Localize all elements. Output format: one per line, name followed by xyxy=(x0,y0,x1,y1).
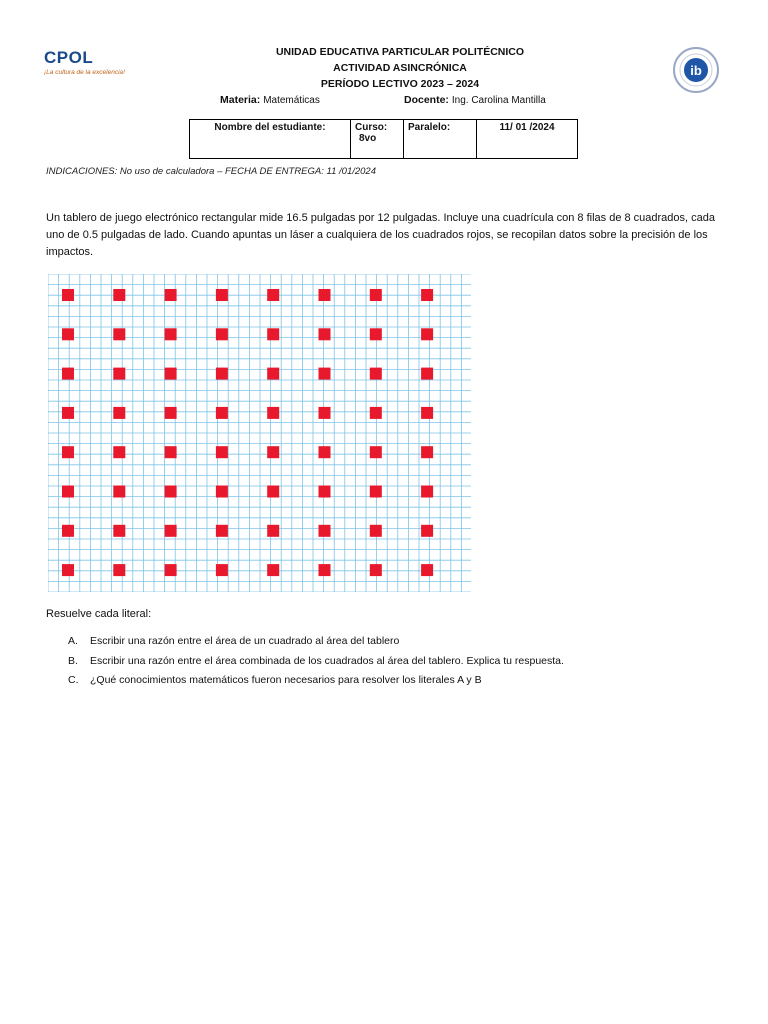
ib-logo-text: ib xyxy=(690,63,702,78)
ib-seal-icon xyxy=(672,46,720,94)
red-target-square[interactable] xyxy=(370,368,382,380)
parallel-label: Paralelo: xyxy=(408,122,451,133)
activity-title: ACTIVIDAD ASINCRÓNICA xyxy=(333,62,467,74)
red-target-square[interactable] xyxy=(113,328,125,340)
item-letter: B. xyxy=(68,654,78,667)
red-target-square[interactable] xyxy=(216,289,228,301)
date-cell xyxy=(477,120,578,159)
ib-logo xyxy=(672,46,720,94)
red-target-square[interactable] xyxy=(62,328,74,340)
item-letter: A. xyxy=(68,635,78,647)
list-item xyxy=(46,632,564,652)
red-target-square[interactable] xyxy=(267,407,279,419)
red-target-square[interactable] xyxy=(319,289,331,301)
item-letter: C. xyxy=(68,674,79,686)
red-target-square[interactable] xyxy=(165,525,177,537)
materia-value: Matemáticas xyxy=(263,95,320,106)
red-target-square[interactable] xyxy=(62,289,74,301)
red-target-square[interactable] xyxy=(421,564,433,576)
red-target-square[interactable] xyxy=(267,525,279,537)
red-target-square[interactable] xyxy=(113,446,125,458)
red-target-square[interactable] xyxy=(421,289,433,301)
docente xyxy=(404,94,546,106)
red-target-square[interactable] xyxy=(165,328,177,340)
red-target-square[interactable] xyxy=(216,446,228,458)
red-target-square[interactable] xyxy=(421,486,433,498)
red-target-square[interactable] xyxy=(267,289,279,301)
school-logo-text: CPOL xyxy=(44,48,94,67)
red-target-square[interactable] xyxy=(421,407,433,419)
red-target-square[interactable] xyxy=(113,368,125,380)
school-name: UNIDAD EDUCATIVA PARTICULAR POLITÉCNICO xyxy=(275,46,525,58)
game-board xyxy=(48,274,471,592)
instructions: INDICACIONES: No uso de calculadora – FECHA DE ENTREGA: 11 /01/2024 xyxy=(46,166,376,177)
materia-label: Materia: xyxy=(220,94,261,106)
red-target-square[interactable] xyxy=(319,525,331,537)
red-target-square[interactable] xyxy=(216,564,228,576)
red-target-square[interactable] xyxy=(421,525,433,537)
solve-instruction: Resuelve cada literal: xyxy=(46,608,152,620)
red-target-square[interactable] xyxy=(319,564,331,576)
red-target-square[interactable] xyxy=(216,328,228,340)
course-value: 8vo xyxy=(359,133,377,144)
red-target-square[interactable] xyxy=(370,289,382,301)
red-target-square[interactable] xyxy=(370,446,382,458)
list-item xyxy=(46,652,564,672)
red-target-square[interactable] xyxy=(113,564,125,576)
docente-label: Docente: xyxy=(404,94,449,106)
item-text: Escribir una razón entre el área combinada de los cuadrados al área del tablero. Explica tu respuesta. xyxy=(90,654,564,667)
board-grid-lines xyxy=(48,274,471,592)
red-target-square[interactable] xyxy=(113,289,125,301)
red-target-square[interactable] xyxy=(165,407,177,419)
red-target-square[interactable] xyxy=(267,446,279,458)
red-target-square[interactable] xyxy=(370,525,382,537)
docente-value: Ing. Carolina Mantilla xyxy=(451,95,546,106)
item-text: ¿Qué conocimientos matemáticos fueron necesarios para resolver los literales A y B xyxy=(90,674,482,686)
red-target-square[interactable] xyxy=(62,486,74,498)
red-target-square[interactable] xyxy=(216,525,228,537)
course-cell xyxy=(351,120,404,159)
course-label: Curso: xyxy=(355,122,388,133)
red-target-square[interactable] xyxy=(216,486,228,498)
red-target-square[interactable] xyxy=(113,486,125,498)
red-target-square[interactable] xyxy=(267,328,279,340)
red-target-square[interactable] xyxy=(370,486,382,498)
red-target-square[interactable] xyxy=(319,446,331,458)
parallel-cell[interactable] xyxy=(404,120,477,159)
problem-statement: Un tablero de juego electrónico rectangular mide 16.5 pulgadas por 12 pulgadas. Incluye una cuadrícula con 8 filas de 8 cuadrados, cada uno de 0.5 pulgadas de lado. Cuando apuntas un láser a cualquiera de los cuadrados rojos, se recopilan datos sobre la precisión de los impactos. xyxy=(46,212,715,258)
student-name-label: Nombre del estudiante: xyxy=(214,122,326,133)
red-target-square[interactable] xyxy=(319,368,331,380)
date-value: 11/ 01 /2024 xyxy=(499,122,555,133)
red-target-square[interactable] xyxy=(267,486,279,498)
school-logo xyxy=(44,48,125,84)
red-target-square[interactable] xyxy=(370,407,382,419)
question-list xyxy=(46,632,564,691)
red-target-square[interactable] xyxy=(62,446,74,458)
red-target-square[interactable] xyxy=(267,368,279,380)
red-target-square[interactable] xyxy=(113,525,125,537)
red-target-square[interactable] xyxy=(216,368,228,380)
red-target-square[interactable] xyxy=(62,407,74,419)
red-target-square[interactable] xyxy=(165,564,177,576)
red-target-square[interactable] xyxy=(113,407,125,419)
school-period: PERÍODO LECTIVO 2023 – 2024 xyxy=(320,78,480,90)
item-text: Escribir una razón entre el área de un cuadrado al área del tablero xyxy=(90,635,400,647)
red-target-square[interactable] xyxy=(370,564,382,576)
red-target-square[interactable] xyxy=(165,486,177,498)
red-target-square[interactable] xyxy=(62,564,74,576)
red-target-square[interactable] xyxy=(165,446,177,458)
red-target-square[interactable] xyxy=(370,328,382,340)
board-red-squares xyxy=(62,289,433,576)
student-name-cell[interactable] xyxy=(190,120,351,159)
red-target-square[interactable] xyxy=(216,407,228,419)
red-target-square[interactable] xyxy=(421,368,433,380)
student-info-table xyxy=(189,119,578,159)
red-target-square[interactable] xyxy=(165,289,177,301)
red-target-square[interactable] xyxy=(62,368,74,380)
red-target-square[interactable] xyxy=(421,328,433,340)
red-target-square[interactable] xyxy=(267,564,279,576)
school-logo-tagline: ¡La cultura de la excelencia! xyxy=(44,69,125,76)
red-target-square[interactable] xyxy=(165,368,177,380)
materia xyxy=(220,94,320,106)
list-item xyxy=(46,671,564,691)
red-target-square[interactable] xyxy=(319,328,331,340)
red-target-square[interactable] xyxy=(319,407,331,419)
red-target-square[interactable] xyxy=(421,446,433,458)
red-target-square[interactable] xyxy=(319,486,331,498)
red-target-square[interactable] xyxy=(62,525,74,537)
